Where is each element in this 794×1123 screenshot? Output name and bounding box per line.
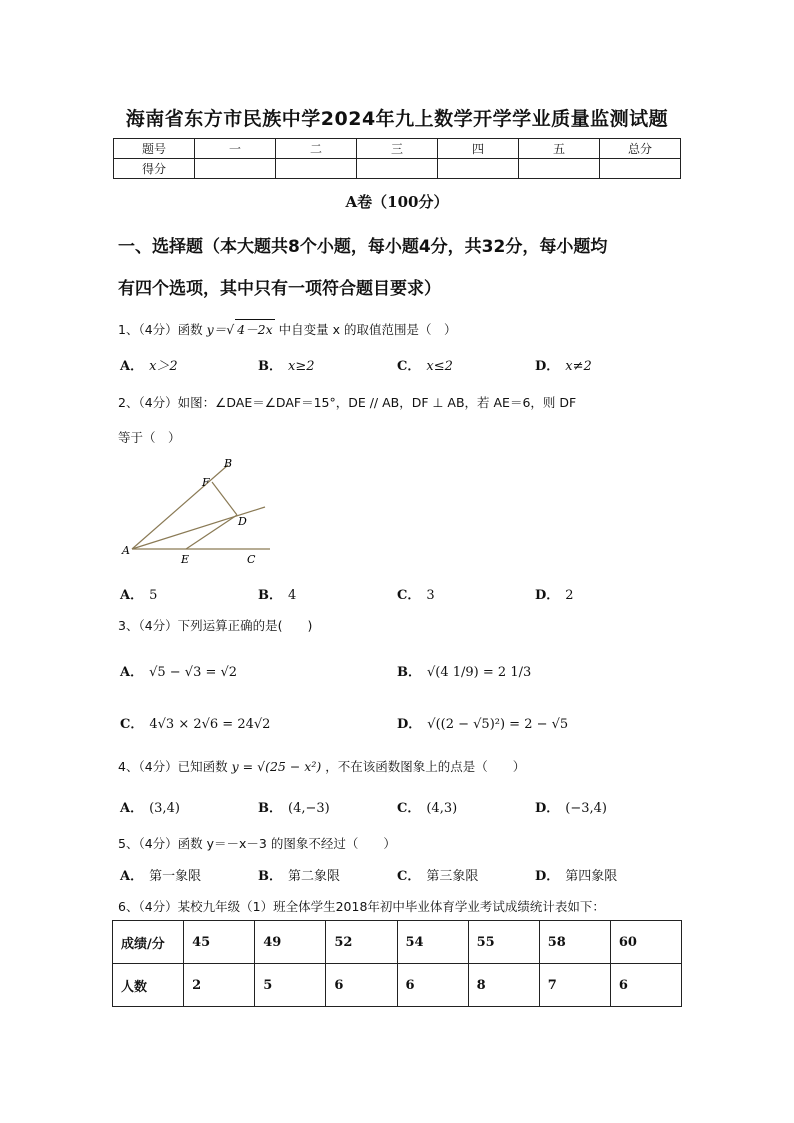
table-row bbox=[113, 921, 682, 964]
table-cell: 2 bbox=[184, 964, 255, 1007]
table-cell: 8 bbox=[468, 964, 539, 1007]
label-d: D bbox=[238, 515, 247, 528]
score-cell: 五 bbox=[519, 139, 600, 159]
q1-option-d[interactable]: D． x≠2 bbox=[535, 359, 592, 374]
q5-option-a[interactable]: A． 第一象限 bbox=[120, 869, 202, 884]
question-2-stem: 2、（4分）如图：∠DAE＝∠DAF＝15°，DE // AB，DF ⊥ AB，若 AE＝6，则 DF bbox=[118, 395, 577, 410]
table-cell: 54 bbox=[397, 921, 468, 964]
label-a: A bbox=[122, 544, 130, 557]
table-cell: 6 bbox=[326, 964, 397, 1007]
q3-option-d[interactable]: D． √((2 − √5)²) = 2 − √5 bbox=[397, 717, 569, 732]
page-title: 海南省东方市民族中学2024年九上数学开学学业质量监测试题 bbox=[125, 108, 669, 130]
q1-option-a[interactable]: A． x＞2 bbox=[120, 359, 178, 374]
q5-option-b[interactable]: B． 第二象限 bbox=[258, 869, 341, 884]
q3-option-c[interactable]: C． 4√3 × 2√6 = 24√2 bbox=[120, 717, 271, 732]
q4-option-d[interactable]: D． (−3,4) bbox=[535, 801, 607, 816]
section-heading-line1: 一、选择题（本大题共8个小题，每小题4分，共32分，每小题均 bbox=[118, 237, 608, 257]
table-cell: 7 bbox=[539, 964, 610, 1007]
table-cell: 6 bbox=[610, 964, 681, 1007]
table-cell: 52 bbox=[326, 921, 397, 964]
question-6-stem: 6、（4分）某校九年级（1）班全体学生2018年初中毕业体育学业考试成绩统计表如下： bbox=[118, 899, 605, 914]
q2-option-b[interactable]: B． 4 bbox=[258, 588, 297, 603]
q5-option-c[interactable]: C． 第三象限 bbox=[397, 869, 479, 884]
table-cell: 人数 bbox=[113, 964, 184, 1007]
score-label-cell: 得分 bbox=[114, 159, 195, 179]
score-input-cell[interactable] bbox=[519, 159, 600, 179]
question-3-stem: 3、（4分）下列运算正确的是( ) bbox=[118, 618, 313, 633]
q4-option-c[interactable]: C． (4,3) bbox=[397, 801, 458, 816]
q3-option-a[interactable]: A． √5 − √3 = √2 bbox=[120, 665, 238, 680]
score-table-header-row bbox=[114, 139, 681, 159]
line-ad bbox=[132, 507, 265, 549]
segment-fd bbox=[212, 482, 237, 515]
section-heading-line2: 有四个选项，其中只有一项符合题目要求） bbox=[118, 279, 441, 299]
q6-grades-table bbox=[112, 920, 682, 1007]
q3-option-b[interactable]: B． √(4 1/9) = 2 1/3 bbox=[397, 665, 532, 680]
segment-ed bbox=[186, 515, 237, 549]
table-cell: 58 bbox=[539, 921, 610, 964]
q4-option-a[interactable]: A． (3,4) bbox=[120, 801, 180, 816]
q2-option-a[interactable]: A． 5 bbox=[120, 588, 158, 603]
score-input-cell[interactable] bbox=[438, 159, 519, 179]
score-table-score-row bbox=[114, 159, 681, 179]
paper-a-heading: A卷（100分） bbox=[345, 193, 449, 211]
radical-sign: √ bbox=[226, 322, 235, 337]
q4-function: y = √(25 − x²) bbox=[231, 759, 322, 774]
score-input-cell[interactable] bbox=[195, 159, 276, 179]
label-b: B bbox=[224, 457, 233, 470]
table-cell: 6 bbox=[397, 964, 468, 1007]
table-cell: 55 bbox=[468, 921, 539, 964]
score-cell: 题号 bbox=[114, 139, 195, 159]
label-c: C bbox=[247, 553, 256, 566]
table-cell: 49 bbox=[255, 921, 326, 964]
label-f: F bbox=[202, 476, 210, 489]
score-table bbox=[113, 138, 681, 179]
score-input-cell[interactable] bbox=[600, 159, 681, 179]
line-ab bbox=[132, 465, 228, 549]
q2-geometry-figure bbox=[118, 455, 278, 570]
score-cell: 一 bbox=[195, 139, 276, 159]
table-cell: 60 bbox=[610, 921, 681, 964]
score-cell: 总分 bbox=[600, 139, 681, 159]
score-cell: 四 bbox=[438, 139, 519, 159]
score-cell: 三 bbox=[357, 139, 438, 159]
question-4-stem: 4、（4分）已知函数 y = √(25 − x²) ，不在该函数图象上的点是（ ） bbox=[118, 759, 526, 774]
table-cell: 45 bbox=[184, 921, 255, 964]
score-cell: 二 bbox=[276, 139, 357, 159]
q1-radicand: 4－2x bbox=[235, 319, 274, 338]
table-cell: 成绩/分 bbox=[113, 921, 184, 964]
question-1-stem: 1、（4分）函数 y＝√ 4－2x 中自变量 x 的取值范围是（ ） bbox=[118, 319, 456, 338]
q1-function-lhs: y＝ bbox=[206, 322, 227, 337]
label-e: E bbox=[181, 553, 190, 566]
q2-option-d[interactable]: D． 2 bbox=[535, 588, 574, 603]
score-input-cell[interactable] bbox=[357, 159, 438, 179]
q1-option-b[interactable]: B． x≥2 bbox=[258, 359, 315, 374]
table-cell: 5 bbox=[255, 964, 326, 1007]
table-row bbox=[113, 964, 682, 1007]
q2-option-c[interactable]: C． 3 bbox=[397, 588, 435, 603]
question-2-stem-line2: 等于（ ） bbox=[118, 430, 181, 445]
score-input-cell[interactable] bbox=[276, 159, 357, 179]
q4-option-b[interactable]: B． (4,−3) bbox=[258, 801, 330, 816]
q5-option-d[interactable]: D． 第四象限 bbox=[535, 869, 618, 884]
q1-option-c[interactable]: C． x≤2 bbox=[397, 359, 453, 374]
question-5-stem: 5、（4分）函数 y＝－x－3 的图象不经过（ ） bbox=[118, 836, 396, 851]
